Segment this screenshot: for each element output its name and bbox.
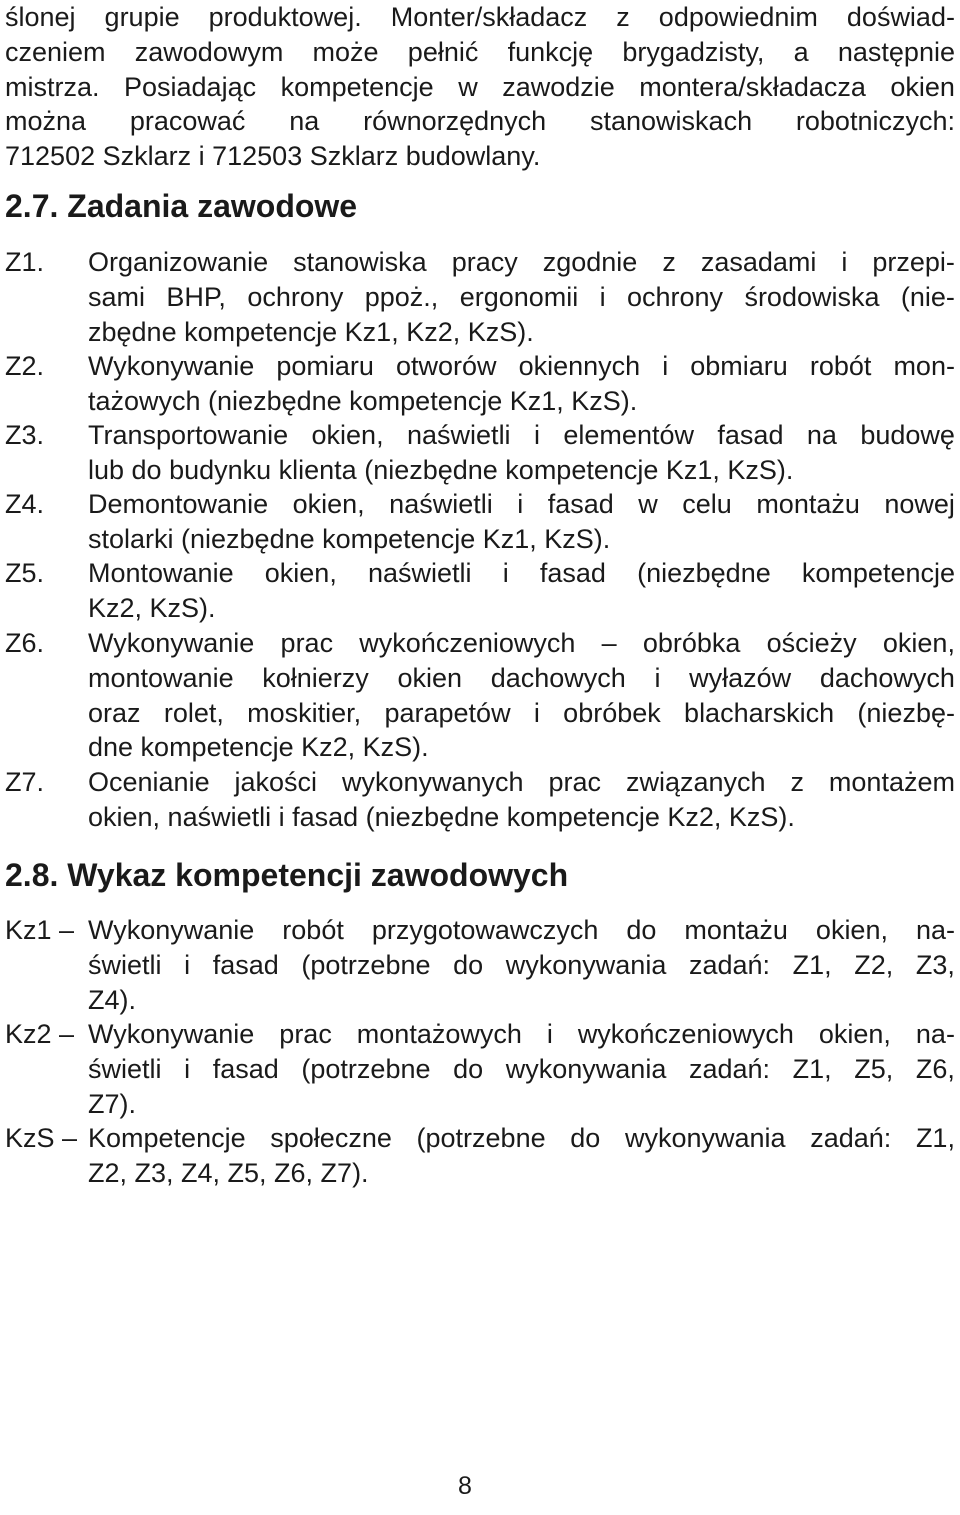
word: w: [638, 489, 658, 519]
word: kompetencje: [280, 71, 434, 102]
word: stanowiskach: [590, 106, 753, 137]
task-label: Z4.: [5, 489, 45, 519]
task-label: Z2.: [5, 351, 45, 381]
word: Organizowanie: [88, 247, 269, 277]
word: Z3,: [915, 949, 955, 980]
word: zadań:: [810, 1123, 892, 1153]
competency-text-line: [88, 1121, 955, 1155]
task-text-line: dne kompetencje Kz2, KzS).: [88, 732, 429, 763]
word: ergonomii: [459, 281, 579, 312]
word: pracy: [451, 247, 518, 277]
word: zadań:: [688, 949, 771, 980]
word: parapetów: [384, 697, 511, 728]
task-text-line: stolarki (niezbędne kompetencje Kz1, KzS).: [88, 523, 611, 554]
word: środowiska: [744, 281, 880, 312]
word: wykonywania: [505, 949, 667, 980]
word: okien,: [311, 420, 384, 450]
word: zawodowym: [134, 36, 284, 67]
word: z: [616, 2, 630, 32]
word: zawodzie: [502, 71, 615, 102]
paragraph-line: [5, 35, 955, 69]
word: i: [654, 662, 661, 693]
competency-text-line: Z7).: [88, 1088, 137, 1119]
task-label: Z5.: [5, 558, 45, 588]
task-text-line: [88, 280, 955, 314]
word: i: [533, 697, 540, 728]
word: wykończeniowych: [359, 628, 576, 658]
word: i: [517, 489, 524, 519]
paragraph-line: 712502 Szklarz i 712503 Szklarz budowlany.: [5, 141, 541, 172]
word: i: [546, 1019, 553, 1049]
word: montażowych: [356, 1019, 522, 1049]
word: celu: [682, 489, 732, 519]
word: przepi-: [872, 247, 955, 277]
section-heading-2-8: 2.8. Wykaz kompetencji zawodowych: [5, 857, 569, 893]
competency-label: KzS –: [5, 1123, 78, 1153]
word: okien,: [815, 915, 888, 945]
competency-text-line: [88, 1052, 955, 1086]
word: montażu: [684, 915, 788, 945]
word: oraz: [88, 697, 141, 728]
word: prac: [280, 628, 334, 658]
word: montażu: [756, 489, 860, 519]
word: okiennych: [518, 351, 641, 381]
word: Z1,: [792, 1053, 832, 1084]
word: społeczne: [270, 1123, 392, 1153]
task-label: Z1.: [5, 247, 45, 277]
task-text-line: zbędne kompetencje Kz1, Kz2, KzS).: [88, 316, 534, 347]
word: Z5,: [854, 1053, 894, 1084]
word: do: [570, 1123, 601, 1153]
word: i: [502, 558, 509, 588]
word: z: [790, 767, 804, 797]
word: równorzędnych: [363, 106, 547, 137]
word: w: [458, 71, 478, 102]
word: (nie-: [900, 281, 955, 312]
word: ochrony: [247, 281, 344, 312]
word: Wykonywanie: [88, 915, 255, 945]
word: ościeży: [766, 628, 857, 658]
word: okien: [890, 71, 955, 102]
task-text-line: [88, 418, 955, 452]
word: z: [662, 247, 676, 277]
word: związanych: [625, 767, 766, 797]
word: Kompetencje: [88, 1123, 246, 1153]
page-number: 8: [458, 1472, 472, 1500]
word: przygotowawczych: [371, 915, 599, 945]
word: dachowych: [490, 662, 626, 693]
word: funkcję: [507, 36, 594, 67]
word: moskitier,: [247, 697, 362, 728]
word: na: [806, 420, 837, 450]
word: dachowych: [819, 662, 955, 693]
word: do: [626, 915, 657, 945]
word: produktowej.: [208, 2, 362, 32]
task-text-line: [88, 556, 955, 590]
word: fasad: [212, 1053, 279, 1084]
word: i: [662, 351, 669, 381]
word: Wykonywanie: [88, 628, 255, 658]
word: okien,: [818, 1019, 891, 1049]
word: robót: [282, 915, 344, 945]
competency-text-line: Z4).: [88, 984, 137, 1015]
word: otworów: [395, 351, 497, 381]
competency-text-line: Z2, Z3, Z4, Z5, Z6, Z7).: [88, 1157, 369, 1188]
word: na-: [915, 1019, 955, 1049]
word: Ocenianie: [88, 767, 210, 797]
word: (niezbę-: [857, 697, 955, 728]
word: Wykonywanie: [88, 1019, 255, 1049]
task-label: Z7.: [5, 767, 45, 797]
word: doświad-: [846, 2, 955, 32]
task-text-line: [88, 487, 955, 521]
task-text-line: [88, 765, 955, 799]
word: okien,: [882, 628, 955, 658]
word: można: [5, 106, 87, 137]
word: pracować: [129, 106, 246, 137]
word: pełnić: [407, 36, 479, 67]
task-text-line: [88, 696, 955, 730]
word: nowej: [884, 489, 955, 519]
word: (niezbędne: [637, 558, 771, 588]
word: Z6,: [915, 1053, 955, 1084]
competency-text-line: [88, 1017, 955, 1051]
word: pomiaru: [276, 351, 374, 381]
section-heading-2-7: 2.7. Zadania zawodowe: [5, 188, 358, 224]
word: odpowiednim: [658, 2, 818, 32]
word: (potrzebne: [416, 1123, 546, 1153]
word: na: [289, 106, 320, 137]
task-text-line: Kz2, KzS).: [88, 592, 216, 623]
word: okien: [397, 662, 463, 693]
task-text-line: [88, 661, 955, 695]
word: Wykonywanie: [88, 351, 255, 381]
task-text-line: [88, 245, 955, 279]
word: rolet,: [163, 697, 224, 728]
word: obróbek: [563, 697, 661, 728]
word: grupie: [104, 2, 180, 32]
word: Monter/składacz: [390, 2, 588, 32]
word: Z1,: [915, 1123, 955, 1153]
word: prac: [279, 1019, 332, 1049]
word: może: [312, 36, 379, 67]
paragraph-line: [5, 0, 955, 34]
word: elementów: [563, 420, 694, 450]
word: Transportowanie: [88, 420, 289, 450]
word: okien,: [264, 558, 337, 588]
word: zgodnie: [542, 247, 638, 277]
paragraph-line: [5, 104, 955, 138]
word: Demontowanie: [88, 489, 269, 519]
word: stanowiska: [293, 247, 427, 277]
task-text-line: [88, 349, 955, 383]
word: naświetli: [368, 558, 472, 588]
word: a: [793, 36, 809, 67]
task-text-line: lub do budynku klienta (niezbędne kompetencje Kz1, KzS).: [88, 454, 794, 485]
word: mon-: [893, 351, 955, 381]
word: jakości: [234, 767, 318, 797]
word: i: [184, 949, 191, 980]
word: montera/składacza: [639, 71, 866, 102]
word: naświetli: [407, 420, 511, 450]
word: i: [184, 1053, 191, 1084]
word: fasad: [717, 420, 784, 450]
competency-text-line: [88, 948, 955, 982]
task-label: Z3.: [5, 420, 45, 450]
word: do: [453, 1053, 484, 1084]
word: budowę: [860, 420, 955, 450]
word: blacharskich: [684, 697, 835, 728]
word: obróbka: [642, 628, 741, 658]
word: ppoż.,: [364, 281, 439, 312]
word: i: [599, 281, 606, 312]
word: wykonywanych: [342, 767, 524, 797]
word: ochrony: [627, 281, 724, 312]
word: montażem: [828, 767, 955, 797]
word: montowanie: [88, 662, 234, 693]
word: i: [533, 420, 540, 450]
word: świetli: [88, 949, 162, 980]
word: mistrza.: [5, 71, 100, 102]
word: prac: [548, 767, 602, 797]
word: robót: [809, 351, 872, 381]
word: kołnierzy: [262, 662, 369, 693]
task-label: Z6.: [5, 628, 45, 658]
competency-text-line: [88, 913, 955, 947]
word: ślonej: [5, 2, 76, 32]
word: do: [453, 949, 484, 980]
word: czeniem: [5, 36, 106, 67]
word: wykończeniowych: [577, 1019, 794, 1049]
word: robotniczych:: [795, 106, 955, 137]
task-text-line: [88, 626, 955, 660]
task-text-line: tażowych (niezbędne kompetencje Kz1, KzS).: [88, 385, 638, 416]
word: zadań:: [688, 1053, 771, 1084]
word: wykonywania: [624, 1123, 786, 1153]
word: BHP,: [166, 281, 226, 312]
word: –: [601, 628, 617, 658]
task-text-line: okien, naświetli i fasad (niezbędne kompetencje Kz2, KzS).: [88, 801, 795, 832]
paragraph-line: [5, 70, 955, 104]
word: świetli: [88, 1053, 162, 1084]
word: Posiadając: [124, 71, 257, 102]
word: kompetencje: [801, 558, 955, 588]
word: obmiaru: [690, 351, 788, 381]
word: sami: [88, 281, 146, 312]
word: zasadami: [700, 247, 817, 277]
word: okien,: [292, 489, 365, 519]
word: brygadzisty,: [622, 36, 765, 67]
word: wyłazów: [689, 662, 792, 693]
word: Montowanie: [88, 558, 234, 588]
word: Z2,: [854, 949, 894, 980]
competency-label: Kz2 –: [5, 1019, 75, 1049]
word: naświetli: [389, 489, 493, 519]
word: i: [841, 247, 848, 277]
word: fasad: [547, 489, 614, 519]
word: fasad: [539, 558, 606, 588]
word: wykonywania: [505, 1053, 667, 1084]
word: (potrzebne: [301, 949, 431, 980]
word: na-: [915, 915, 955, 945]
competency-label: Kz1 –: [5, 915, 75, 945]
word: (potrzebne: [301, 1053, 431, 1084]
word: Z1,: [792, 949, 832, 980]
word: następnie: [837, 36, 955, 67]
word: fasad: [212, 949, 279, 980]
